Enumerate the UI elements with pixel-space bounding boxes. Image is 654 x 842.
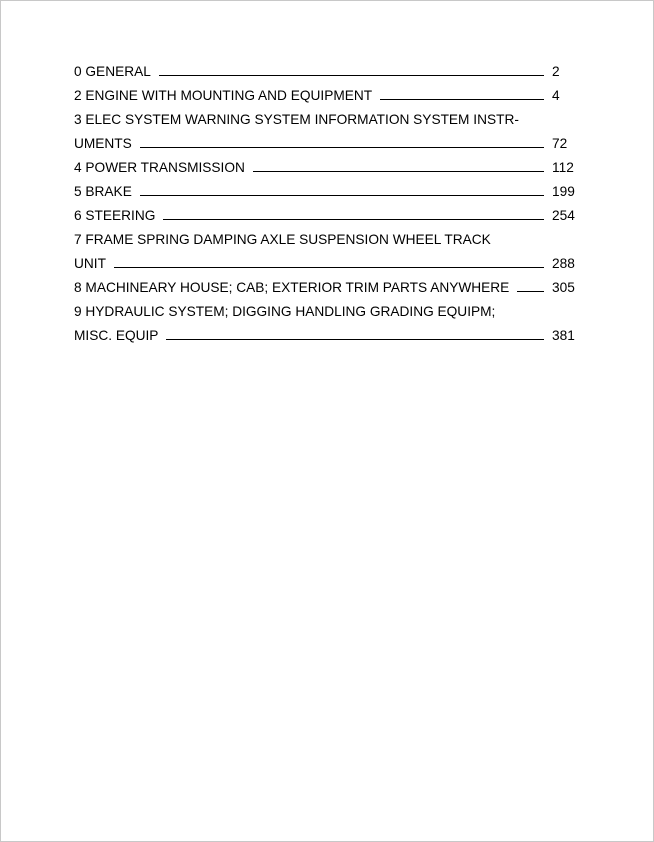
toc-page-number: 288 xyxy=(552,255,575,271)
toc-leader-line xyxy=(114,267,544,268)
toc-page-number: 381 xyxy=(552,327,575,343)
toc-page-number: 199 xyxy=(552,183,575,199)
table-of-contents xyxy=(74,59,576,347)
toc-leader-line xyxy=(140,195,544,196)
toc-page-number: 112 xyxy=(552,159,574,175)
toc-entry-title: 7 FRAME SPRING DAMPING AXLE SUSPENSION WHEEL TRACK xyxy=(74,231,491,247)
toc-entry-title-continued: UNIT xyxy=(74,255,106,271)
toc-entry-title: 3 ELEC SYSTEM WARNING SYSTEM INFORMATION SYSTEM INSTR- xyxy=(74,111,519,127)
toc-entry-steering[interactable] xyxy=(74,203,576,227)
toc-page-number: 2 xyxy=(552,63,560,79)
toc-entry-title: 2 ENGINE WITH MOUNTING AND EQUIPMENT xyxy=(74,87,373,103)
toc-entry-title: 0 GENERAL xyxy=(74,63,151,79)
toc-leader-line xyxy=(517,291,544,292)
toc-leader-line xyxy=(380,99,544,100)
toc-leader-line xyxy=(163,219,544,220)
toc-entry-title-continued: UMENTS xyxy=(74,135,132,151)
toc-page-number: 254 xyxy=(552,207,575,223)
toc-entry-elec-system-line1[interactable] xyxy=(74,107,576,131)
toc-entry-frame-line2[interactable] xyxy=(74,251,576,275)
toc-entry-power-transmission[interactable] xyxy=(74,155,576,179)
toc-entry-title-continued: MISC. EQUIP xyxy=(74,327,159,343)
toc-entry-hydraulic-line1[interactable] xyxy=(74,299,576,323)
toc-entry-brake[interactable] xyxy=(74,179,576,203)
toc-entry-engine[interactable] xyxy=(74,83,576,107)
toc-entry-title: 4 POWER TRANSMISSION xyxy=(74,159,245,175)
toc-entry-general[interactable] xyxy=(74,59,576,83)
toc-leader-line xyxy=(166,339,544,340)
toc-leader-line xyxy=(159,75,544,76)
toc-entry-title: 9 HYDRAULIC SYSTEM; DIGGING HANDLING GRADING EQUIPM; xyxy=(74,303,496,319)
toc-entry-machineary-house[interactable] xyxy=(74,275,576,299)
toc-page-number: 72 xyxy=(552,135,568,151)
toc-entry-title: 8 MACHINEARY HOUSE; CAB; EXTERIOR TRIM PARTS ANYWHERE xyxy=(74,279,510,295)
toc-page-number: 4 xyxy=(552,87,560,103)
toc-entry-frame-line1[interactable] xyxy=(74,227,576,251)
toc-entry-hydraulic-line2[interactable] xyxy=(74,323,576,347)
toc-entry-title: 5 BRAKE xyxy=(74,183,132,199)
toc-entry-elec-system-line2[interactable] xyxy=(74,131,576,155)
toc-leader-line xyxy=(140,147,544,148)
toc-entry-title: 6 STEERING xyxy=(74,207,156,223)
toc-page-number: 305 xyxy=(552,279,575,295)
toc-leader-line xyxy=(253,171,544,172)
